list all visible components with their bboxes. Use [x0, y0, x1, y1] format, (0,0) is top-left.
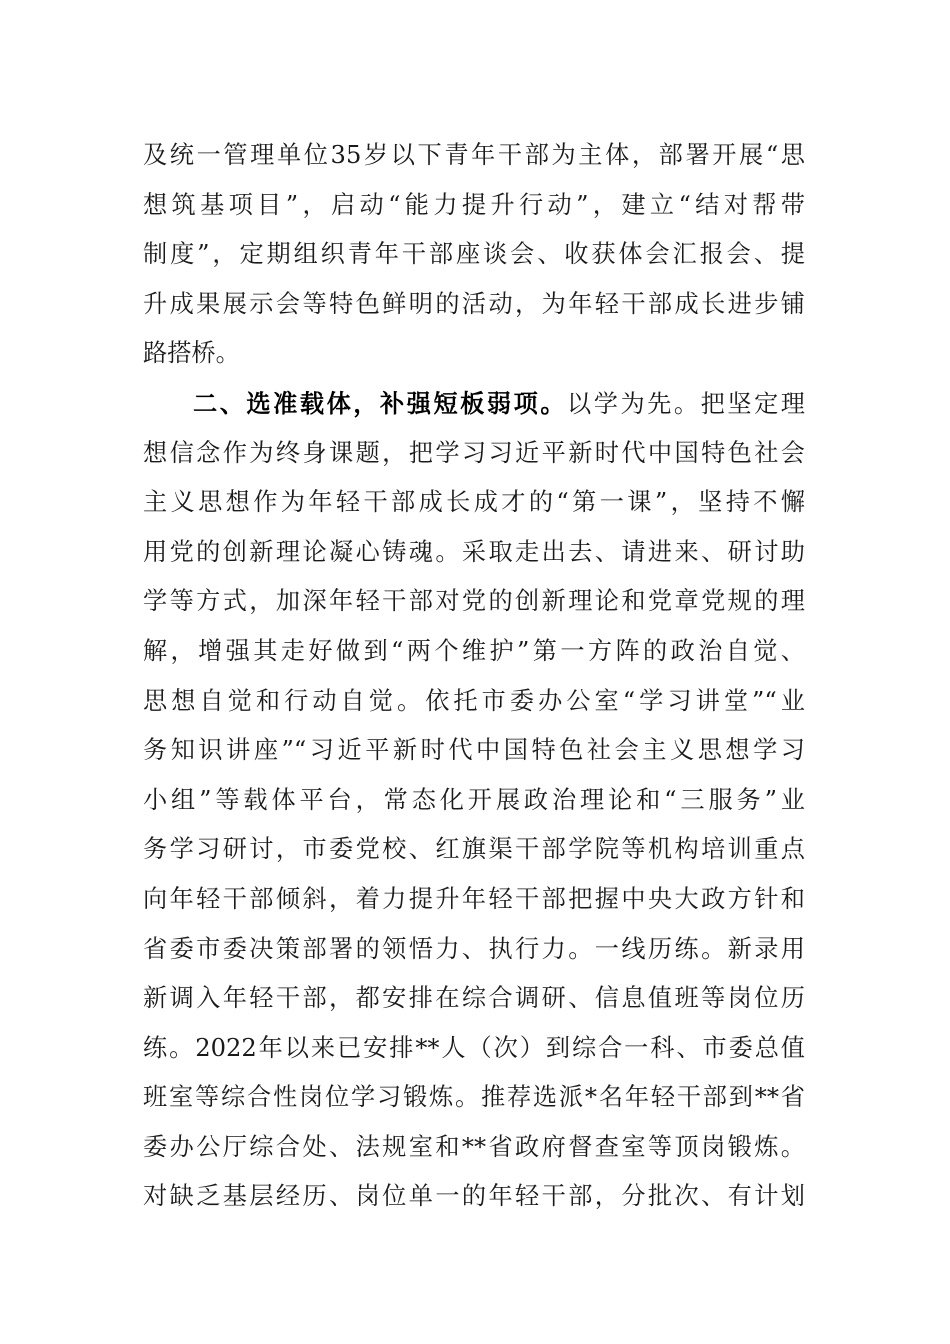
section-heading: 二、选准载体，补强短板弱项。 — [193, 388, 568, 418]
text-line: 升成果展示会等特色鲜明的活动，为年轻干部成长进步铺 — [143, 289, 805, 318]
text-line: 想信念作为终身课题，把学习习近平新时代中国特色社会 — [143, 438, 805, 467]
text-line: 解，增强其走好做到“两个维护”第一方阵的政治自觉、 — [143, 636, 805, 665]
text-line: 务学习研讨，市委党校、红旗渠干部学院等机构培训重点 — [143, 835, 805, 864]
text-line: 对缺乏基层经历、岗位单一的年轻干部，分批次、有计划 — [143, 1182, 805, 1211]
text-line: 委办公厅综合处、法规室和**省政府督查室等顶岗锻炼。 — [143, 1132, 805, 1161]
text-line: 省委市委决策部署的领悟力、执行力。一线历练。新录用 — [143, 934, 805, 963]
text-line: 班室等综合性岗位学习锻炼。推荐选派*名年轻干部到**省 — [143, 1083, 805, 1112]
text-line: 思想自觉和行动自觉。依托市委办公室“学习讲堂”“业 — [143, 686, 805, 715]
text-line: 向年轻干部倾斜，着力提升年轻干部把握中央大政方针和 — [143, 884, 805, 913]
heading-followup-text: 以学为先。把坚定理 — [567, 389, 805, 418]
text-line: 路搭桥。 — [143, 339, 240, 368]
text-line: 学等方式，加深年轻干部对党的创新理论和党章党规的理 — [143, 587, 805, 616]
text-line: 主义思想作为年轻干部成长成才的“第一课”，坚持不懈 — [143, 488, 805, 517]
text-line: 制度”，定期组织青年干部座谈会、收获体会汇报会、提 — [143, 240, 805, 269]
text-line: 想筑基项目”，启动“能力提升行动”，建立“结对帮带 — [143, 190, 805, 219]
paragraph-2 — [143, 379, 805, 1222]
text-line: 新调入年轻干部，都安排在综合调研、信息值班等岗位历 — [143, 984, 805, 1013]
text-line: 小组”等载体平台，常态化开展政治理论和“三服务”业 — [143, 785, 805, 814]
document-body — [143, 131, 805, 1222]
paragraph-first-line — [143, 379, 805, 429]
text-line: 及统一管理单位35岁以下青年干部为主体，部署开展“思 — [143, 141, 805, 169]
text-line: 练。2022年以来已安排**人（次）到综合一科、市委总值 — [143, 1033, 805, 1062]
paragraph-1 — [143, 131, 805, 379]
text-line: 务知识讲座”“习近平新时代中国特色社会主义思想学习 — [143, 736, 805, 765]
text-line: 用党的创新理论凝心铸魂。采取走出去、请进来、研讨助 — [143, 537, 805, 566]
